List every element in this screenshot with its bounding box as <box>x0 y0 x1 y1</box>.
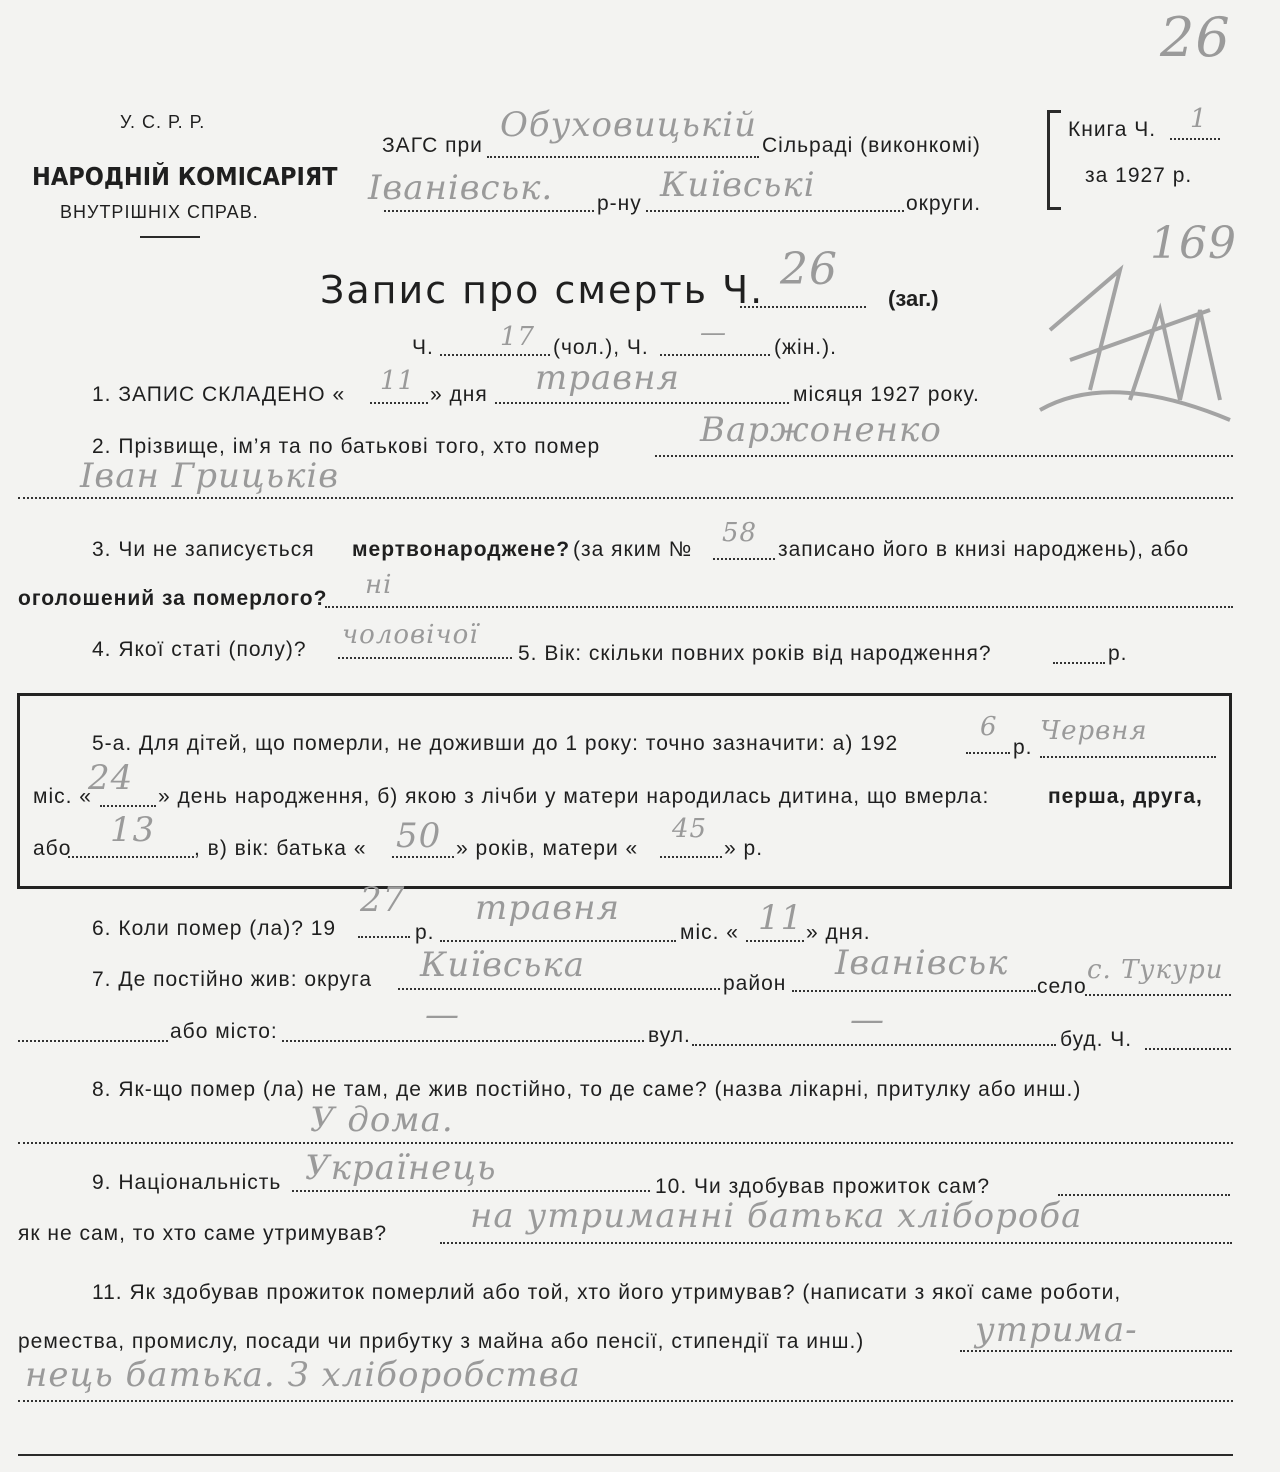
zhin-line <box>660 354 770 356</box>
hw-birth-no: 58 <box>722 518 758 548</box>
q4-text1: 4. Якої статі (полу)? <box>92 638 307 661</box>
q5a-line3d: » р. <box>724 837 764 860</box>
hw-birth-month: Червня <box>1040 716 1148 746</box>
q7-city-line <box>282 1040 644 1042</box>
q5a-order-line <box>68 856 194 858</box>
hw-sex: чоловічої <box>342 620 479 650</box>
chol-line <box>440 354 550 356</box>
q7-rayon-line <box>792 990 1036 992</box>
q1-text3: місяця 1927 року. <box>793 383 980 406</box>
q6-day-line <box>746 940 804 942</box>
hw-death-month: травня <box>475 888 620 928</box>
q4-text2: 5. Вік: скільки повних років від народження? <box>518 642 992 665</box>
hw-livelihood-2: нець батька. З хліборобства <box>25 1355 581 1395</box>
registrar-signature <box>1010 250 1260 440</box>
q7-house-line <box>1145 1048 1231 1050</box>
hw-death-place: У дома. <box>310 1100 454 1140</box>
q5a-line3b: , в) вік: батька « <box>194 837 367 860</box>
hw-declared: ні <box>365 570 393 600</box>
hw-book-no: 1 <box>1190 104 1208 134</box>
hw-okruga: Київські <box>660 165 816 205</box>
header-commissariat: НАРОДНІЙ КОМІСАРІЯТ <box>32 162 338 191</box>
q5a-line3c: » років, матери « <box>456 837 639 860</box>
q7-city-pre-line <box>18 1040 168 1042</box>
q5a-day-line <box>100 805 156 807</box>
record-no-line <box>740 306 866 308</box>
record-title: Запис про смерть Ч. <box>320 268 765 312</box>
q6-text2: р. <box>415 921 435 944</box>
hw-res-city: — <box>425 995 460 1035</box>
q7-text2: район <box>723 972 787 995</box>
q3-bold2: оголошений за померлого? <box>18 587 328 610</box>
q7-street-line <box>692 1044 1056 1046</box>
hw-birth-year: 6 <box>980 712 998 742</box>
q4-text3: р. <box>1108 642 1128 665</box>
okruga-line <box>646 210 904 212</box>
q2-text: 2. Прізвище, ім’я та по батькові того, хто помер <box>92 435 601 458</box>
q9-text2: 10. Чи здобував прожиток сам? <box>655 1175 990 1198</box>
q11-line-c <box>18 1454 1233 1456</box>
silrada-label: Сільраді (виконкомі) <box>762 134 981 157</box>
hw-record-month: травня <box>535 358 680 398</box>
hw-page-number: 26 <box>1160 6 1231 69</box>
q11-line2: ремества, промислу, посади чи прибутку з майна або пенсії, стипендії та инш.) <box>18 1330 865 1353</box>
hw-res-okruga: Київська <box>420 945 586 985</box>
hw-surname: Варжоненко <box>700 410 942 450</box>
hw-zags-village: Обуховицькій <box>500 105 757 145</box>
header-country: У. С. Р. Р. <box>120 112 206 132</box>
q6-text4: » дня. <box>806 921 871 944</box>
q3-text2: (за яким № <box>573 538 693 561</box>
q1-text2: » дня <box>430 383 488 406</box>
hw-res-street: — <box>850 1000 885 1040</box>
hw-name: Іван Грицьків <box>80 456 340 496</box>
zhin-label: (жін.). <box>774 336 837 359</box>
q8-text: 8. Як-що помер (ла) не там, де жив постійно, то де саме? (назва лікарні, притулку або инш.) <box>92 1078 1082 1101</box>
q5a-line2c: перша, друга, <box>1048 785 1203 808</box>
q6-month-line <box>440 940 676 942</box>
hw-record-day: 11 <box>380 366 416 396</box>
q5-age-line <box>1053 662 1105 664</box>
hw-nationality: Українець <box>305 1148 497 1188</box>
q9-text1: 9. Національність <box>92 1171 282 1194</box>
header-dept: ВНУТРІШНІХ СПРАВ. <box>60 202 259 222</box>
q5a-father-line <box>392 856 454 858</box>
q10-supported-line <box>440 1242 1232 1244</box>
hw-mother-age: 45 <box>672 814 708 844</box>
q3-declared-line <box>325 606 1233 608</box>
book-label: Книга Ч. <box>1068 118 1157 141</box>
q2-line1 <box>655 455 1233 457</box>
rayon-line <box>384 210 594 212</box>
q10-line <box>1058 1194 1230 1196</box>
hw-sidebar-number: 169 <box>1150 218 1237 269</box>
rnu-label: р-ну <box>597 192 642 215</box>
zag-label: (заг.) <box>888 286 939 311</box>
q2-line2 <box>18 497 1233 499</box>
hw-res-rayon: Іванівськ <box>835 943 1009 983</box>
q8-line <box>18 1142 1233 1144</box>
year-label: за 1927 р. <box>1085 164 1193 187</box>
hw-death-year: 27 <box>360 880 406 920</box>
q5a-line2a: міс. « <box>33 785 92 808</box>
q7-selo-line <box>1085 994 1231 996</box>
q7-text5: вул. <box>648 1024 691 1047</box>
ch-label: Ч. <box>412 336 434 359</box>
q11-line-a <box>960 1350 1232 1352</box>
q5a-year-line <box>966 752 1010 754</box>
hw-chol-no: 17 <box>500 322 536 352</box>
hw-death-day: 11 <box>758 898 804 938</box>
q7-text6: буд. Ч. <box>1060 1028 1133 1051</box>
hw-res-selo: с. Тукури <box>1087 955 1224 985</box>
book-no-line <box>1170 138 1220 140</box>
q3-text1: 3. Чи не записується <box>92 538 315 561</box>
q3-bold1: мертвонароджене? <box>352 538 571 561</box>
hw-birth-day: 24 <box>88 758 134 798</box>
hw-rayon: Іванівськ. <box>368 168 554 208</box>
q11-line-b <box>18 1400 1233 1402</box>
chol-label: (чол.), Ч. <box>553 336 649 359</box>
q7-okruga-line <box>398 988 720 990</box>
zags-village-line <box>487 156 759 158</box>
q11-line1: 11. Як здобував прожиток померлий або той, хто його утримував? (написати з якої саме роботи, <box>92 1281 1122 1304</box>
book-box-top <box>1047 110 1061 113</box>
q3-text3: записано його в книзі народжень), або <box>778 538 1190 561</box>
hw-zhin-no: — <box>700 318 727 348</box>
hw-supported-by: на утриманні батька хлібороба <box>470 1196 1083 1236</box>
q1-month-line <box>495 402 789 404</box>
q7-text4: або місто: <box>170 1020 278 1043</box>
header-divider <box>140 236 200 238</box>
q4-sex-line <box>338 657 512 659</box>
hw-record-no: 26 <box>780 244 838 295</box>
q6-year-line <box>358 936 410 938</box>
q6-text3: міс. « <box>680 921 739 944</box>
q7-text3: село <box>1037 975 1087 998</box>
q5a-month-line <box>1040 756 1216 758</box>
hw-child-order: 13 <box>110 810 156 850</box>
q5a-mother-line <box>660 856 722 858</box>
hw-father-age: 50 <box>396 816 442 856</box>
q6-text1: 6. Коли помер (ла)? 19 <box>92 917 337 940</box>
q9-nationality-line <box>292 1190 650 1192</box>
book-box-left <box>1047 110 1050 210</box>
q3-no-line <box>713 558 775 560</box>
book-box-bottom <box>1047 207 1061 210</box>
hw-livelihood-1: утрима- <box>975 1310 1138 1350</box>
q7-text1: 7. Де постійно жив: округа <box>92 968 373 991</box>
zags-label: ЗАГС при <box>382 134 483 157</box>
q1-day-line <box>370 402 428 404</box>
q5a-line1b: р. <box>1013 736 1033 759</box>
q5a-line2b: » день народження, б) якою з лічби у матери народилась дитина, що вмерла: <box>158 785 990 808</box>
q5a-line1a: 5-а. Для дітей, що померли, не доживши до 1 року: точно зазначити: а) 192 <box>92 732 899 755</box>
okrugy-label: округи. <box>906 192 982 215</box>
q1-text1: 1. ЗАПИС СКЛАДЕНО « <box>92 383 346 406</box>
q9-text3: як не сам, то хто саме утримував? <box>18 1222 388 1245</box>
q5a-line3a: або <box>33 837 72 860</box>
